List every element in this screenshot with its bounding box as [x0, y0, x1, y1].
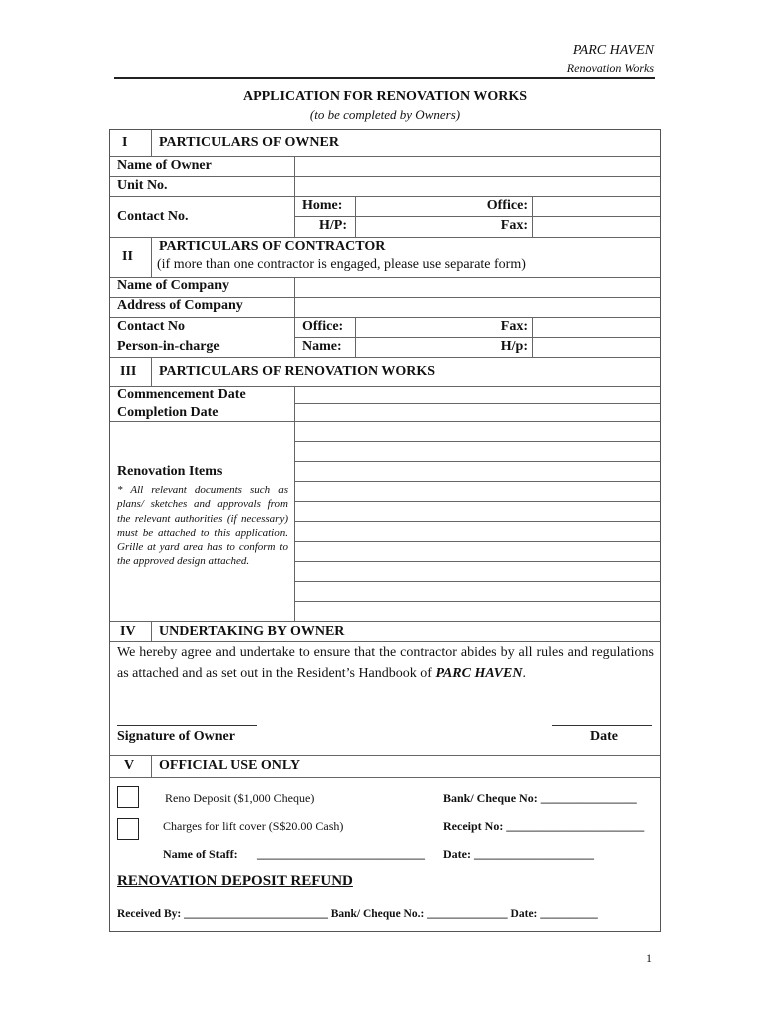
bank-cheque-field: Bank/ Cheque No: ________________: [443, 791, 637, 805]
brand-name: PARC HAVEN: [435, 666, 523, 681]
completion-date-label: Completion Date: [117, 405, 219, 420]
contractor-fax-label: Fax:: [500, 319, 528, 334]
lift-cover-label: Charges for lift cover (S$20.00 Cash): [163, 819, 344, 833]
commencement-date-label: Commencement Date: [117, 387, 246, 402]
section-1-number: I: [122, 135, 128, 150]
reno-deposit-checkbox[interactable]: [117, 786, 139, 808]
section-4-number: IV: [120, 624, 136, 639]
unit-no-label: Unit No.: [117, 178, 168, 193]
section-5-number: V: [124, 758, 135, 773]
owner-home-label: Home:: [302, 198, 343, 213]
section-1-title: PARTICULARS OF OWNER: [159, 135, 339, 150]
staff-name-line: ____________________________: [257, 847, 425, 861]
receipt-no-field: Receipt No: _______________________: [443, 819, 645, 833]
contractor-office-label: Office:: [302, 319, 344, 334]
header-subtitle: Renovation Works: [566, 61, 654, 75]
section-3-title: PARTICULARS OF RENOVATION WORKS: [159, 364, 436, 379]
owner-fax-label: Fax:: [500, 218, 528, 233]
application-form: [109, 129, 661, 932]
section-2-title: PARTICULARS OF CONTRACTOR: [159, 239, 386, 254]
owner-hp-label: H/P:: [319, 218, 347, 233]
section-2-note: (if more than one contractor is engaged, please use separate form): [157, 257, 526, 272]
undertaking-text: We hereby agree and undertake to ensure that the contractor abides by all rules and regulations as attached and as set out in the Resident’s Handbook of PARC HAVEN.: [117, 645, 654, 681]
contractor-contact-label: Contact No: [117, 319, 186, 334]
company-name-label: Name of Company: [117, 278, 229, 293]
divider: [110, 156, 660, 157]
lift-cover-checkbox[interactable]: [117, 818, 139, 840]
form-title: APPLICATION FOR RENOVATION WORKS: [242, 89, 528, 104]
company-address-label: Address of Company: [117, 298, 243, 313]
owner-contact-label: Contact No.: [117, 209, 189, 224]
signature-label: Signature of Owner: [117, 729, 235, 744]
header-rule: [114, 77, 655, 79]
renovation-items-label: Renovation Items: [117, 464, 223, 479]
contractor-name-label: Name:: [302, 339, 342, 354]
header-company: PARC HAVEN: [572, 43, 654, 58]
contractor-hp-label: H/p:: [500, 339, 528, 354]
date-label: Date: [590, 729, 618, 744]
owner-name-label: Name of Owner: [117, 158, 212, 173]
staff-date-field: Date: ____________________: [443, 847, 594, 861]
refund-title: RENOVATION DEPOSIT REFUND: [117, 873, 353, 889]
owner-date-line[interactable]: [552, 725, 652, 726]
divider: [151, 130, 152, 156]
form-subtitle: (to be completed by Owners): [309, 107, 461, 122]
section-5-title: OFFICIAL USE ONLY: [159, 758, 301, 773]
renovation-items-note: * All relevant documents such as plans/ sketches and approvals from the relevant authorities (if necessary) must be attached to this application. Grille at yard area has to conform to the approved design attached.: [117, 484, 288, 568]
section-4-title: UNDERTAKING BY OWNER: [159, 624, 345, 639]
section-3-number: III: [120, 364, 137, 379]
staff-name-label: Name of Staff:: [163, 847, 238, 861]
section-2-number: II: [122, 249, 133, 264]
page-number: 1: [646, 951, 652, 965]
owner-signature-line[interactable]: [117, 725, 257, 726]
owner-office-label: Office:: [486, 198, 528, 213]
person-in-charge-label: Person-in-charge: [117, 339, 220, 354]
refund-fields: Received By: _________________________ Bank/ Cheque No.: ______________ Date: __________: [117, 908, 598, 920]
reno-deposit-label: Reno Deposit ($1,000 Cheque): [165, 791, 315, 805]
